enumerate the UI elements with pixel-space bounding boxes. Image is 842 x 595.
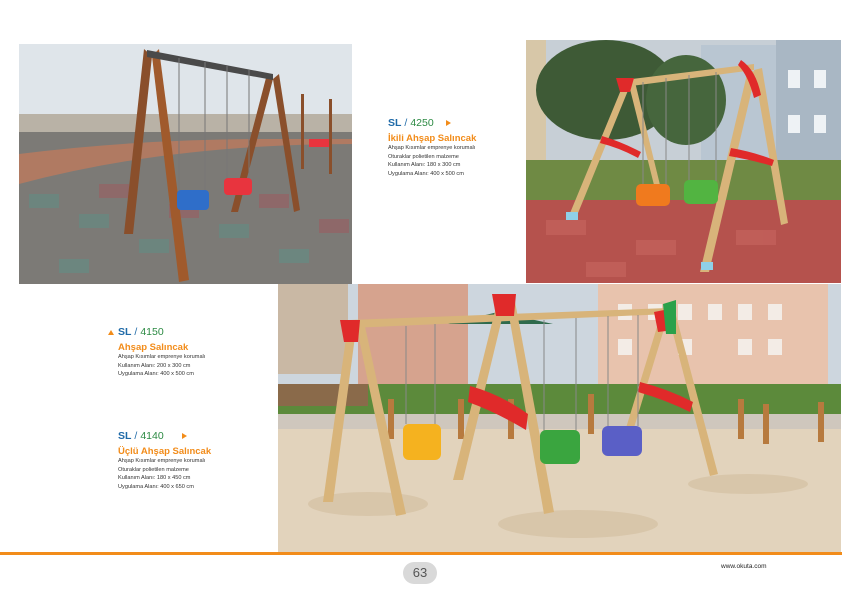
series-code: SL — [388, 117, 402, 129]
photo-double-swing — [19, 44, 352, 284]
spec-line: Oturaklar polietilen malzeme — [118, 466, 189, 473]
arrow-right-icon — [446, 120, 451, 126]
product-number: 4150 — [140, 326, 164, 338]
website-url[interactable]: www.okuta.com — [721, 563, 767, 570]
product-code — [118, 430, 211, 442]
spec-line: Ahşap Kısımlar emprenye korumalı — [118, 354, 206, 360]
page-number: 63 — [403, 562, 437, 584]
product-title: İkili Ahşap Salıncak — [388, 133, 477, 144]
spec-line: Kullanım Alanı: 180 x 300 cm — [388, 162, 461, 169]
footer-divider — [0, 552, 842, 555]
code-separator: / — [404, 117, 408, 129]
spec-line: Ahşap Kısımlar emprenye korumalı — [118, 458, 206, 464]
spec-line: Ahşap Kısımlar emprenye korumalı — [388, 145, 476, 151]
product-sl-4140 — [118, 430, 211, 491]
arrow-up-icon — [108, 330, 114, 335]
product-number: 4140 — [140, 430, 164, 442]
product-title: Ahşap Salıncak — [118, 342, 189, 353]
spec-line: Uygulama Alanı: 400 x 650 cm — [118, 483, 194, 490]
code-separator: / — [134, 430, 138, 442]
photo-wooden-swing — [526, 40, 841, 283]
product-number: 4250 — [410, 117, 434, 129]
series-code: SL — [118, 430, 132, 442]
arrow-right-icon — [182, 433, 187, 439]
code-separator: / — [134, 326, 138, 338]
spec-line: Kullanım Alanı: 180 x 450 cm — [118, 475, 191, 482]
spec-line: Oturaklar polietilen malzeme — [388, 153, 459, 160]
product-code — [108, 326, 205, 338]
spec-line: Uygulama Alanı: 400 x 500 cm — [118, 371, 194, 378]
photo-triple-swing — [278, 284, 841, 552]
spec-line: Kullanım Alanı: 200 x 300 cm — [118, 362, 191, 369]
spec-line: Uygulama Alanı: 400 x 500 cm — [388, 170, 464, 177]
product-sl-4150 — [108, 326, 205, 379]
product-title: Üçlü Ahşap Salıncak — [118, 446, 212, 457]
product-sl-4250 — [388, 117, 476, 178]
series-code: SL — [118, 326, 132, 338]
product-code — [388, 117, 476, 129]
